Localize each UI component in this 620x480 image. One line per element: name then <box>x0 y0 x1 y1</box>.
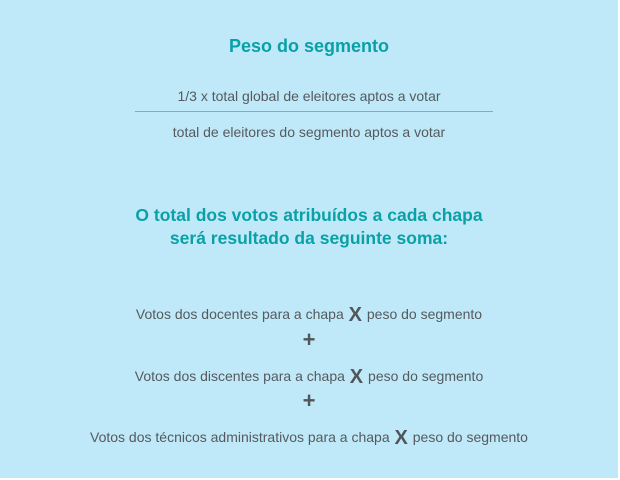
formula-row-docentes <box>0 304 618 327</box>
formula-row-text: peso do segmento <box>368 368 484 384</box>
multiply-sign: X <box>394 427 408 449</box>
formula-row-text: peso do segmento <box>366 306 483 322</box>
formula-row-discentes <box>0 366 618 389</box>
formula-row-text: Votos dos técnicos administrativos para a chapa <box>90 429 390 445</box>
plus-sign: + <box>302 388 316 413</box>
formula-row-text: peso do segmento <box>412 429 528 445</box>
formula-row-text: Votos dos discentes para a chapa <box>134 368 345 384</box>
fraction-denominator: total de eleitores do segmento aptos a votar <box>172 124 446 140</box>
sum-heading-line-2: será resultado da seguinte soma: <box>169 228 449 248</box>
fraction-numerator: 1/3 x total global de eleitores aptos a votar <box>177 88 441 104</box>
formula-row-text: Votos dos docentes para a chapa <box>135 306 344 322</box>
multiply-sign: X <box>348 304 362 326</box>
multiply-sign: X <box>349 366 364 388</box>
page-title: Peso do segmento <box>228 36 390 56</box>
formula-row-tecnicos <box>0 427 618 450</box>
sum-heading-line-1: O total dos votos atribuídos a cada chapa <box>135 205 483 225</box>
fraction-divider <box>135 111 493 112</box>
sum-heading <box>0 204 618 250</box>
plus-sign: + <box>302 327 316 352</box>
